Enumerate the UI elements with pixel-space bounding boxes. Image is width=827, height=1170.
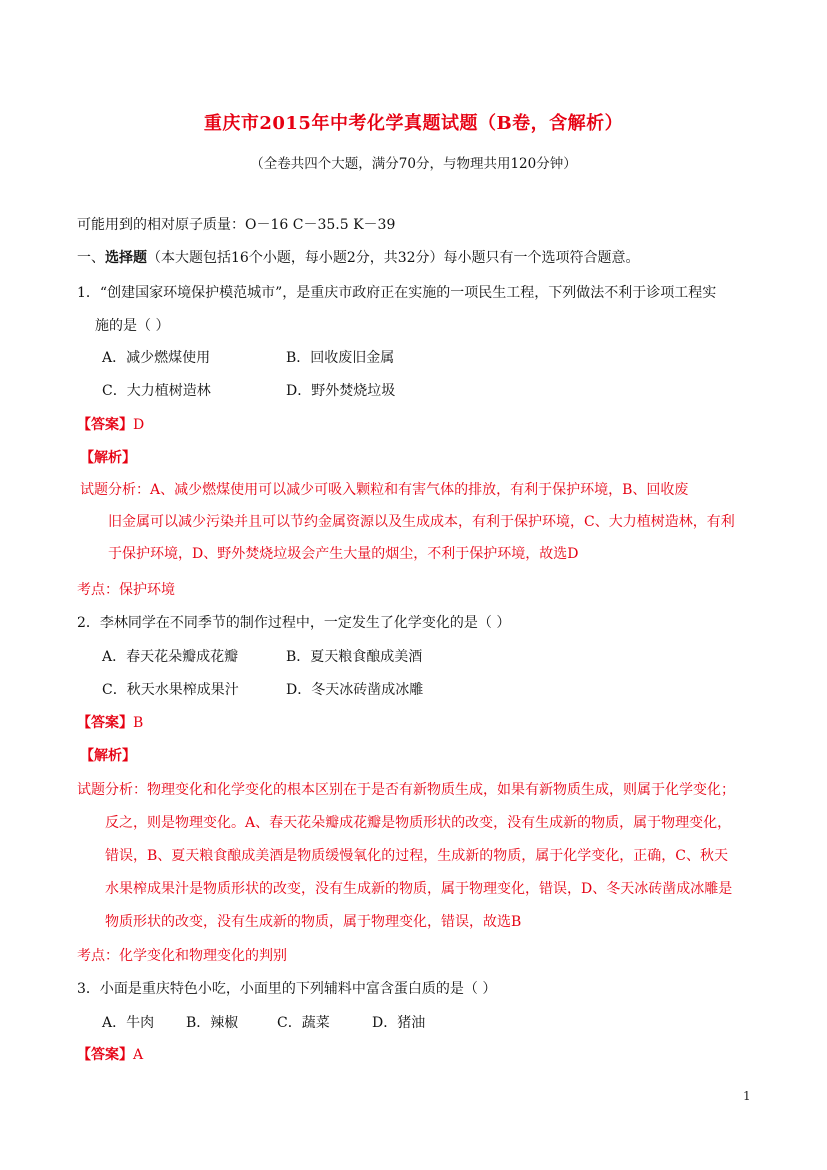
q3-option-d: D．猪油 (372, 1015, 426, 1031)
page-number: 1 (743, 1089, 751, 1103)
doc-subtitle: （全卷共四个大题，满分70分，与物理共用120分钟） (250, 156, 577, 172)
q2-option-d: D．冬天冰砖凿成冰雕 (286, 682, 424, 698)
q2-stem: 2．李林同学在不同季节的制作过程中，一定发生了化学变化的是（ ） (77, 615, 511, 631)
section-title: 选择题 (105, 250, 147, 266)
q2-point-value: 化学变化和物理变化的判别 (119, 948, 287, 964)
q2-analysis-line3: 错误，B、夏天粮食酿成美酒是物质缓慢氧化的过程，生成新的物质，属于化学变化，正确，C、秋天 (105, 848, 728, 864)
q2-answer (77, 713, 143, 733)
q3-stem: 3．小面是重庆特色小吃，小面里的下列辅料中富含蛋白质的是（ ） (77, 981, 497, 997)
section-heading (77, 248, 640, 268)
q3-answer (77, 1045, 143, 1065)
q3-option-c: C．蔬菜 (277, 1015, 330, 1031)
q2-answer-value: B (133, 715, 144, 731)
point-label: 考点： (77, 948, 119, 964)
q1-analysis-line1: 试题分析：A、减少燃煤使用可以减少可吸入颗粒和有害气体的排放，有利于保护环境，B、回收废 (80, 482, 689, 498)
q3-answer-value: A (133, 1047, 144, 1063)
q3-option-b: B．辣椒 (186, 1015, 239, 1031)
q2-analysis-label: 【解析】 (80, 748, 136, 764)
q2-option-c: C．秋天水果榨成果汁 (102, 682, 239, 698)
q1-point-value: 保护环境 (119, 582, 175, 598)
section-instructions: （本大题包括16个小题，每小题2分，共32分）每小题只有一个选项符合题意。 (147, 250, 640, 266)
q2-option-b: B．夏天粮食酿成美酒 (286, 649, 423, 665)
q2-analysis-line2: 反之，则是物理变化。A、春天花朵瓣成花瓣是物质形状的改变，没有生成新的物质，属于物理变化， (105, 815, 732, 831)
q2-option-a: A．春天花朵瓣成花瓣 (102, 649, 239, 665)
q1-option-b: B．回收废旧金属 (286, 350, 395, 366)
q1-analysis-line2: 旧金属可以减少污染并且可以节约金属资源以及生成成本，有利于保护环境，C、大力植树造林，有利 (108, 514, 735, 530)
q2-analysis-line4: 水果榨成果汁是物质形状的改变，没有生成新的物质，属于物理变化，错误，D、冬天冰砖凿成冰雕是 (105, 881, 733, 897)
q1-answer-value: D (133, 417, 145, 433)
q1-option-d: D．野外焚烧垃圾 (286, 383, 396, 399)
q1-option-a: A．减少燃煤使用 (102, 350, 211, 366)
q1-point (77, 580, 175, 600)
answer-label: 【答案】 (77, 417, 133, 433)
q1-stem-line2: 施的是（ ） (95, 318, 170, 334)
atomic-mass-line: 可能用到的相对原子质量：O－16 C－35.5 K－39 (77, 217, 396, 233)
q3-option-a: A．牛肉 (102, 1015, 155, 1031)
q2-analysis-line5: 物质形状的改变，没有生成新的物质，属于物理变化，错误，故选B (105, 914, 522, 930)
doc-title: 重庆市2015年中考化学真题试题（B卷，含解析） (203, 113, 624, 134)
q1-stem-line1: 1．“创建国家环境保护模范城市”，是重庆市政府正在实施的一项民生工程，下列做法不利于诊项工程实 (77, 285, 717, 301)
q2-point (77, 946, 287, 966)
q1-analysis-line3: 于保护环境，D、野外焚烧垃圾会产生大量的烟尘，不利于保护环境，故选D (108, 546, 579, 562)
q2-analysis-line1: 试题分析：物理变化和化学变化的根本区别在于是否有新物质生成，如果有新物质生成，则属于化学变化； (77, 782, 735, 798)
q1-analysis-label: 【解析】 (80, 450, 136, 466)
section-prefix: 一、 (77, 250, 105, 266)
q1-option-c: C．大力植树造林 (102, 383, 211, 399)
answer-label: 【答案】 (77, 1047, 133, 1063)
answer-label: 【答案】 (77, 715, 133, 731)
point-label: 考点： (77, 582, 119, 598)
q1-answer (77, 415, 144, 435)
